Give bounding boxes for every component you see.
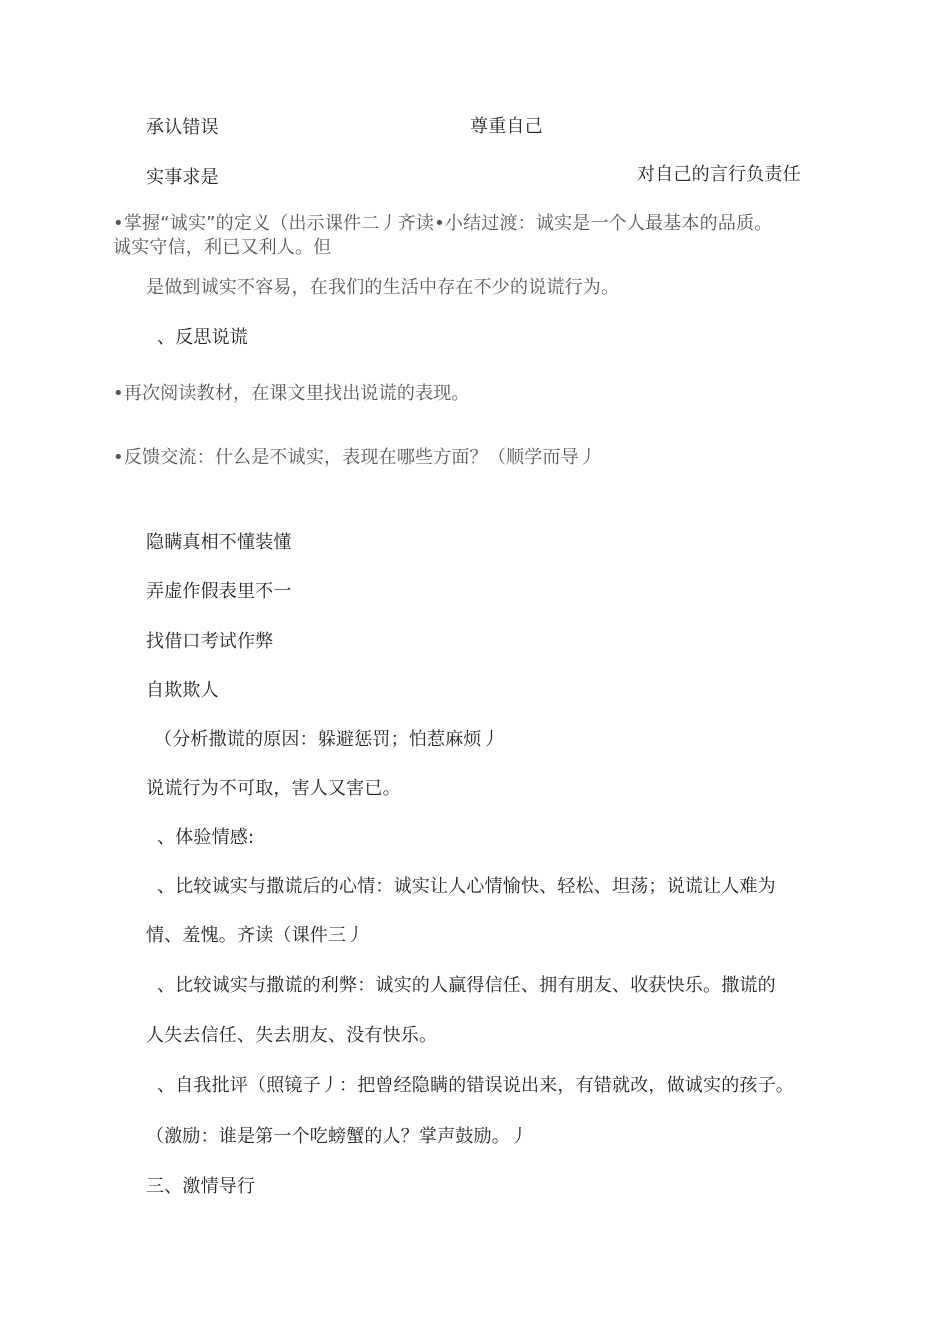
list-item: 弄虚作假表里不一	[146, 581, 292, 602]
list-item: 自欺欺人	[146, 680, 219, 701]
compare-mood-line-1: 、比较诚实与撒谎后的心情：诚实让人心情愉快、轻松、坦荡；说谎让人难为	[157, 876, 776, 897]
analysis-note: （分析撒谎的原因：躲避惩罚；怕惹麻烦丿	[154, 729, 500, 750]
section-three-heading: 三、激情导行	[146, 1176, 256, 1197]
encourage-line: （激励：谁是第一个吃螃蟹的人？掌声鼓励。丿	[146, 1126, 529, 1147]
compare-mood-line-2: 情、羞愧。齐读（课件三丿	[146, 925, 365, 946]
section-reflect-heading: 、反思说谎	[157, 327, 248, 348]
concept-self-respect: 尊重自己	[470, 116, 543, 137]
bullet-definition-line-1: •掌握“诚实”的定义（出示课件二丿齐读•小结过渡：诚实是一个人最基本的品质。	[113, 213, 773, 234]
list-item: 找借口考试作弊	[146, 631, 274, 652]
list-item: 隐瞒真相不懂装懂	[146, 532, 292, 553]
bullet-definition-line-2: 诚实守信，利已又利人。但	[113, 237, 332, 258]
concept-admit-mistake: 承认错误	[146, 117, 219, 138]
section-experience-heading: 、体验情感:	[157, 827, 255, 848]
compare-pros-line-2: 人失去信任、失去朋友、没有快乐。	[146, 1025, 438, 1046]
conclusion-line: 说谎行为不可取，害人又害已。	[146, 778, 401, 799]
compare-pros-line-1: 、比较诚实与撒谎的利弊：诚实的人赢得信任、拥有朋友、收获快乐。撒谎的	[157, 975, 776, 996]
bullet-feedback: •反馈交流：什么是不诚实，表现在哪些方面？（顺学而导丿	[113, 447, 598, 468]
concept-seek-truth: 实事求是	[146, 167, 219, 188]
continuation-paragraph: 是做到诚实不容易，在我们的生活中存在不少的说谎行为。	[146, 277, 620, 298]
self-criticism-line: 、自我批评（照镜子丿：把曾经隐瞒的错误说出来，有错就改，做诚实的孩子。	[157, 1075, 794, 1096]
bullet-reread: •再次阅读教材，在课文里找出说谎的表现。	[113, 383, 470, 404]
concept-responsibility: 对自己的言行负责任	[637, 164, 801, 185]
